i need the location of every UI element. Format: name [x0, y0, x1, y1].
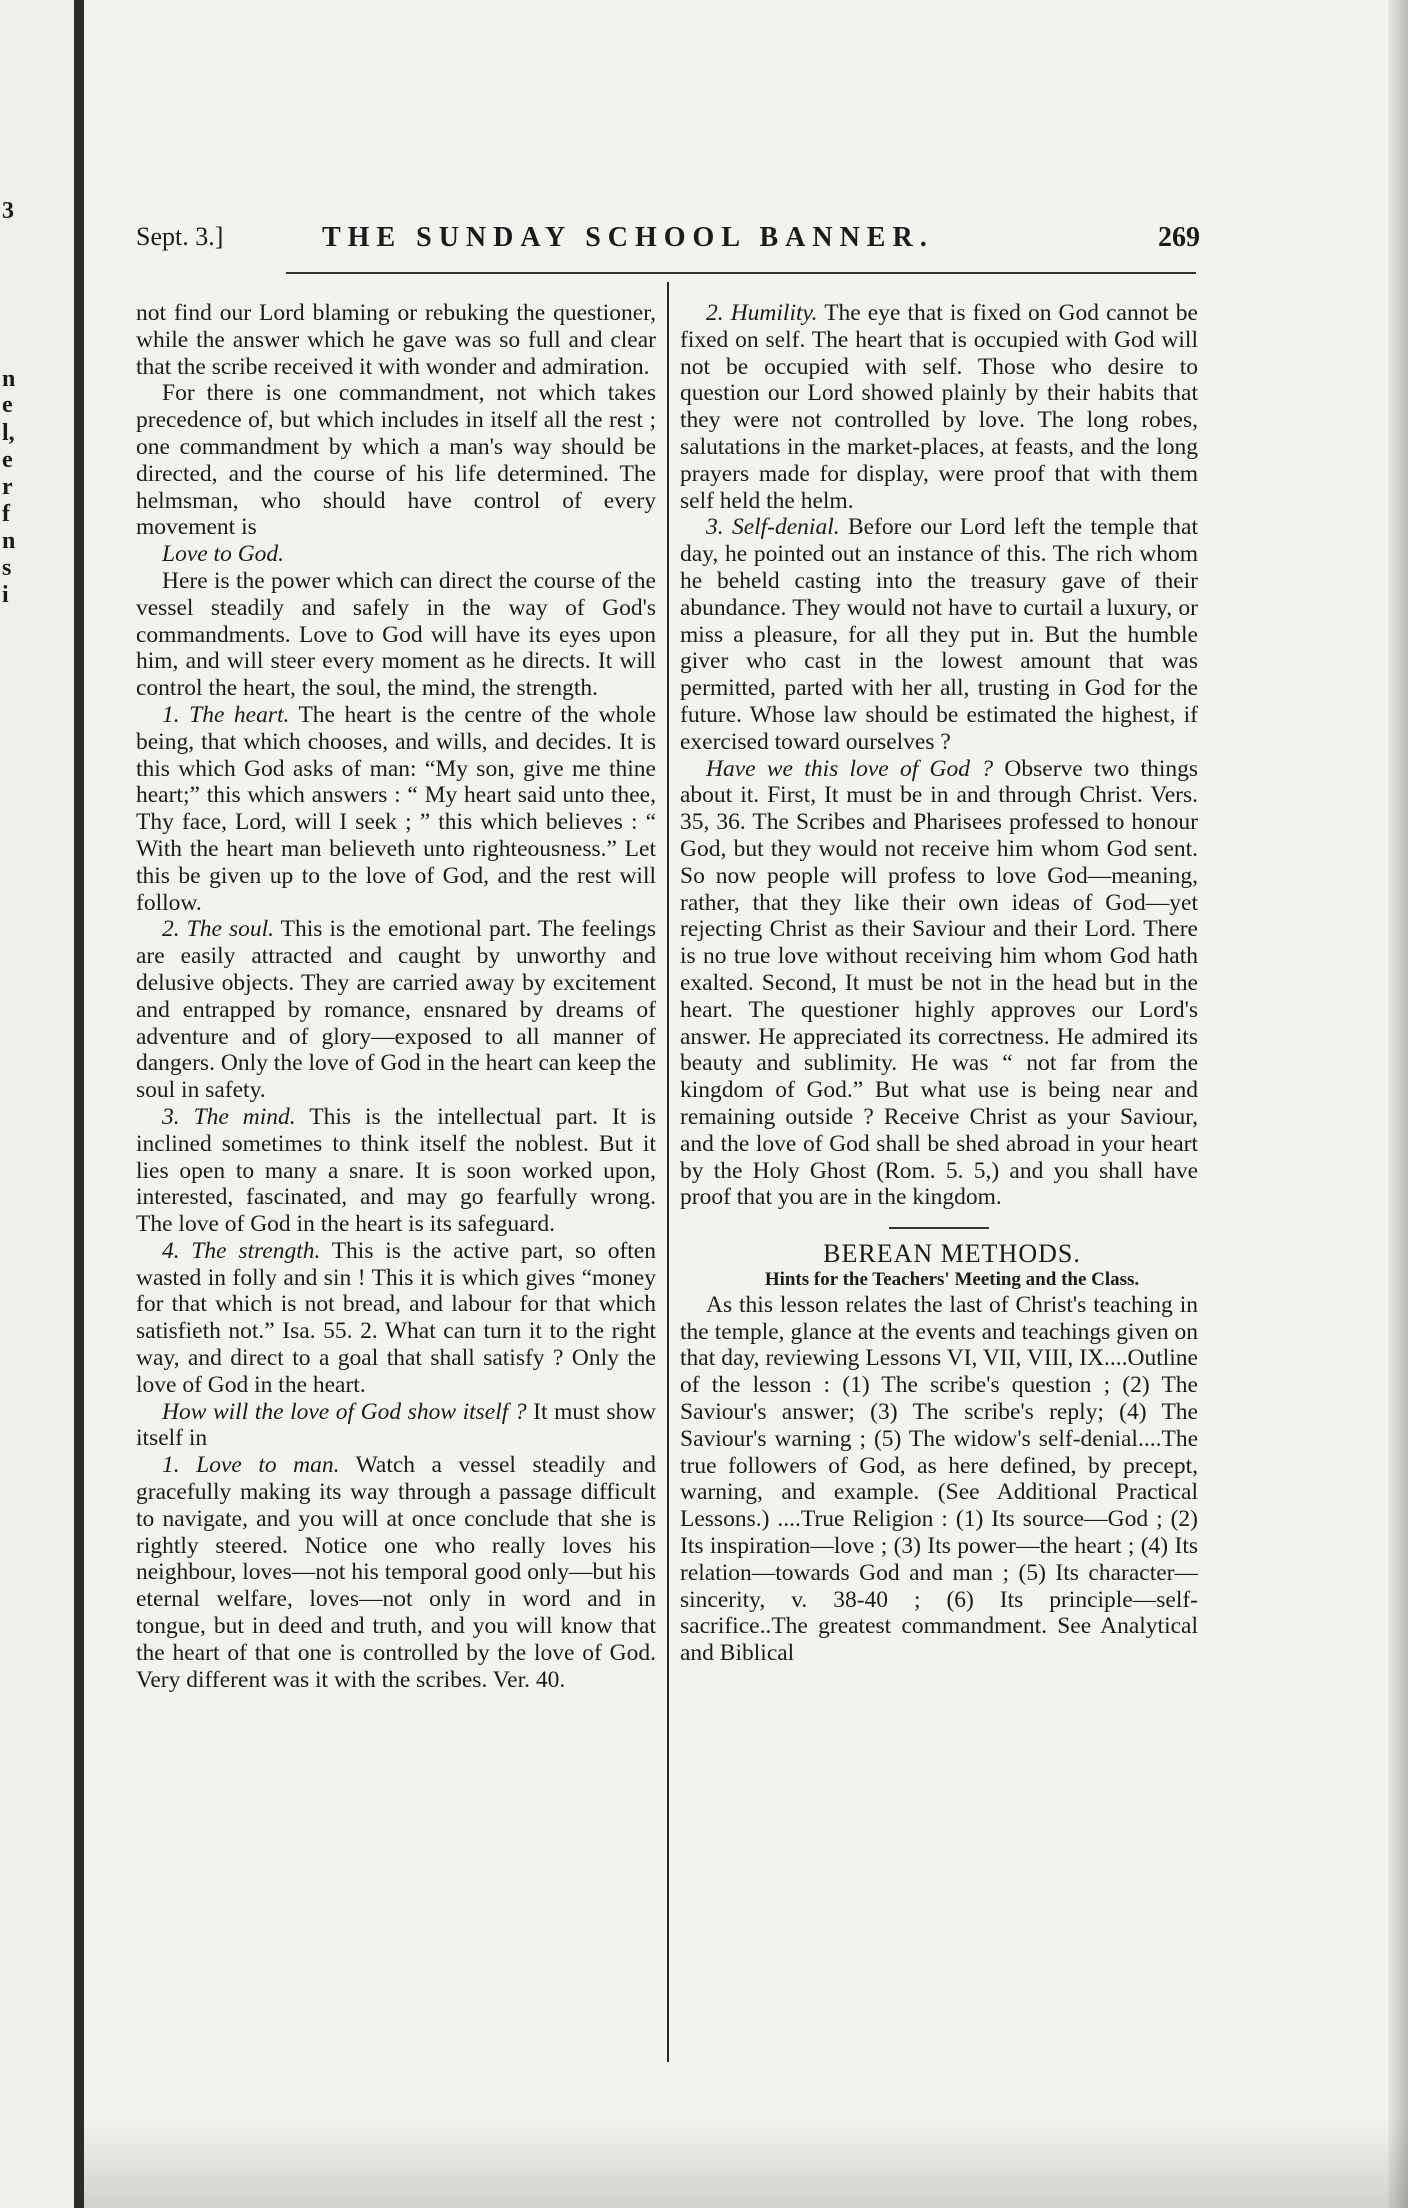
point-heading: 2. Humility. — [706, 300, 818, 326]
point-heading: Have we this love of God ? — [706, 755, 994, 782]
point-text: Before our Lord left the temple that day, he pointed out an instance of this. The rich whom he beheld casting into the treasury gave of their abundance. They would not have to curtail a luxury, or miss a pleasure, for all they put in. But the humble giver who cast in the lowest amount that was permitted, parted with her all, trusting in God for the future. Whose law should be estimated the highest, if exercised toward ourselves ? — [680, 514, 1198, 755]
section-subtitle: Hints for the Teachers' Meeting and the Class. — [764, 1268, 1140, 1290]
paragraph — [680, 514, 1198, 755]
paragraph: As this lesson relates the last of Christ's teaching in the temple, glance at the events and teachings given on that day, reviewing Lessons VI, VII, VIII, IX....Outline of the lesson : (1) The scribe's question ; (2) The Saviour's answer; (3) The scribe's reply; (4) The Saviour's warning ; (5) The widow's self-denial....The true followers of God, as here defined, by precept, warning, and example. (See Additional Practical Lessons.) ....True Religion : (1) Its source—God ; (2) Its inspiration—love ; (3) Its power—the heart ; (4) Its relation—towards God and man ; (5) Its character—sincerity, v. 38-40 ; (6) Its principle—self-sacrifice..The greatest commandment. See Analytical and Biblical — [680, 1291, 1198, 1667]
paragraph — [136, 702, 656, 916]
margin-char: n — [2, 528, 16, 554]
point-heading: 2. The soul. — [162, 916, 275, 943]
section-title: BEREAN METHODS. — [823, 1239, 1081, 1269]
margin-char: e — [2, 447, 13, 473]
page-edge — [1388, 0, 1408, 2208]
margin-char: n — [2, 366, 16, 392]
point-heading: How will the love of God show itself ? — [162, 1398, 527, 1425]
paragraph — [136, 916, 656, 1104]
publication-title: THE SUNDAY SCHOOL BANNER. — [322, 222, 934, 253]
subheading: Love to God. — [162, 541, 285, 568]
margin-char: f — [2, 501, 10, 527]
margin-char: l, — [2, 420, 15, 446]
point-heading: 1. The heart. — [162, 701, 290, 728]
point-heading: 3. Self-denial. — [706, 514, 840, 541]
margin-char: r — [2, 474, 13, 500]
point-text: The heart is the centre of the whole being, that which chooses, and wills, and decides. It is this which God asks of man: “My son, give me thine heart;” this which answers : “ My heart said unto thee, Thy face, Lord, will I seek ; ” this which believes : “ With the heart man believeth unto righteousness.” Let this be given up to the love of God, and the rest will follow. — [136, 701, 656, 916]
point-text: It must show itself in — [136, 1398, 656, 1452]
point-text: Observe two things about it. First, It must be in and through Christ. Vers. 35, 36. The Scribes and Pharisees professed to honour God, but they would not receive him whom God sent. So now people will profess to love God—meaning, rather, that they like their own ideas of God—yet rejecting Christ as their Saviour and their Lord. There is no true love without receiving him whom God hath exalted. Second, It must be not in the head but in the heart. The questioner highly approves our Lord's answer. He appreciated its correctness. He admired its beauty and sublimity. He was “ not far from the kingdom of God.” But what use is being near and remaining outside ? Receive Christ as your Saviour, and the love of God shall be shed abroad in your heart by the Holy Ghost (Rom. 5. 5,) and you shall have proof that you are in the kingdom. — [680, 755, 1199, 1211]
margin-char: 3 — [2, 198, 14, 224]
point-heading: 1. Love to man. — [162, 1452, 340, 1479]
page-shadow — [84, 2118, 1408, 2208]
left-column — [136, 300, 656, 1693]
point-heading: 3. The mind. — [162, 1103, 296, 1130]
right-column — [680, 300, 1198, 1667]
paragraph — [680, 756, 1198, 1212]
point-text: This is the active part, so often wasted in folly and sin ! This it is which gives “money for that which is not bread, and labour for that which satisfieth not.” Isa. 55. 2. What can turn it to the right way, and direct to a goal that shall satisfy ? Only the love of God in the heart. — [136, 1237, 656, 1398]
margin-char: s — [2, 555, 12, 581]
paragraph — [136, 1452, 656, 1693]
margin-char: e — [2, 392, 13, 418]
point-text: The eye that is fixed on God cannot be fixed on self. The heart that is occupied with God will not be occupied with self. Those who desire to question our Lord showed plainly by their habits that they were not controlled by love. The long robes, salutations in the market-places, at feasts, and the long prayers made for display, were proof that with them self held the helm. — [680, 300, 1198, 514]
page-number: 269 — [1158, 222, 1200, 253]
paragraph — [680, 300, 1198, 514]
margin-char: i — [2, 582, 9, 608]
header-date: Sept. 3.] — [136, 222, 224, 251]
running-header — [136, 222, 1200, 262]
section-rule — [889, 1227, 989, 1229]
point-heading: 4. The strength. — [162, 1237, 321, 1264]
point-text: This is the intellectual part. It is inclined sometimes to think itself the noblest. But it lies open to many a snare. It is soon worked upon, interested, fascinated, and may go fearfully wrong. The love of God in the heart is its safeguard. — [136, 1103, 657, 1238]
paragraph: For there is one commandment, not which takes precedence of, but which includes in itself all the rest ; one commandment by which a man's way should be directed, and the course of his life determined. The helmsman, who should have control of every movement is — [136, 380, 656, 541]
facing-page-edge — [0, 0, 84, 2208]
paragraph — [136, 1104, 656, 1238]
paragraph — [136, 1238, 656, 1399]
paragraph: not find our Lord blaming or rebuking the questioner, while the answer which he gave was so full and clear that the scribe received it with wonder and admiration. — [136, 300, 656, 380]
paragraph: Here is the power which can direct the course of the vessel steadily and safely in the way of God's commandments. Love to God will have its eyes upon him, and will steer every moment as he directs. It will control the heart, the soul, the mind, the strength. — [136, 567, 656, 702]
paragraph — [136, 1399, 656, 1453]
point-text: Watch a vessel steadily and gracefully making its way through a passage difficult to navigate, and you will at once conclude that she is rightly steered. Notice one who really loves his neighbour, loves—not his temporal good only—but his eternal welfare, loves—not only in word and in tongue, but in deed and truth, and you will know that the heart of that one is controlled by the love of God. Very different was it with the scribes. Ver. 40. — [136, 1452, 656, 1693]
column-divider — [667, 282, 669, 2062]
point-text: This is the emotional part. The feelings are easily attracted and caught by unworthy and delusive objects. They are carried away by excitement and entrapped by romance, ensnared by dreams of adventure and of glory—exposed to all manner of dangers. Only the love of God in the heart can keep the soul in safety. — [136, 916, 656, 1104]
header-rule — [286, 272, 1196, 274]
